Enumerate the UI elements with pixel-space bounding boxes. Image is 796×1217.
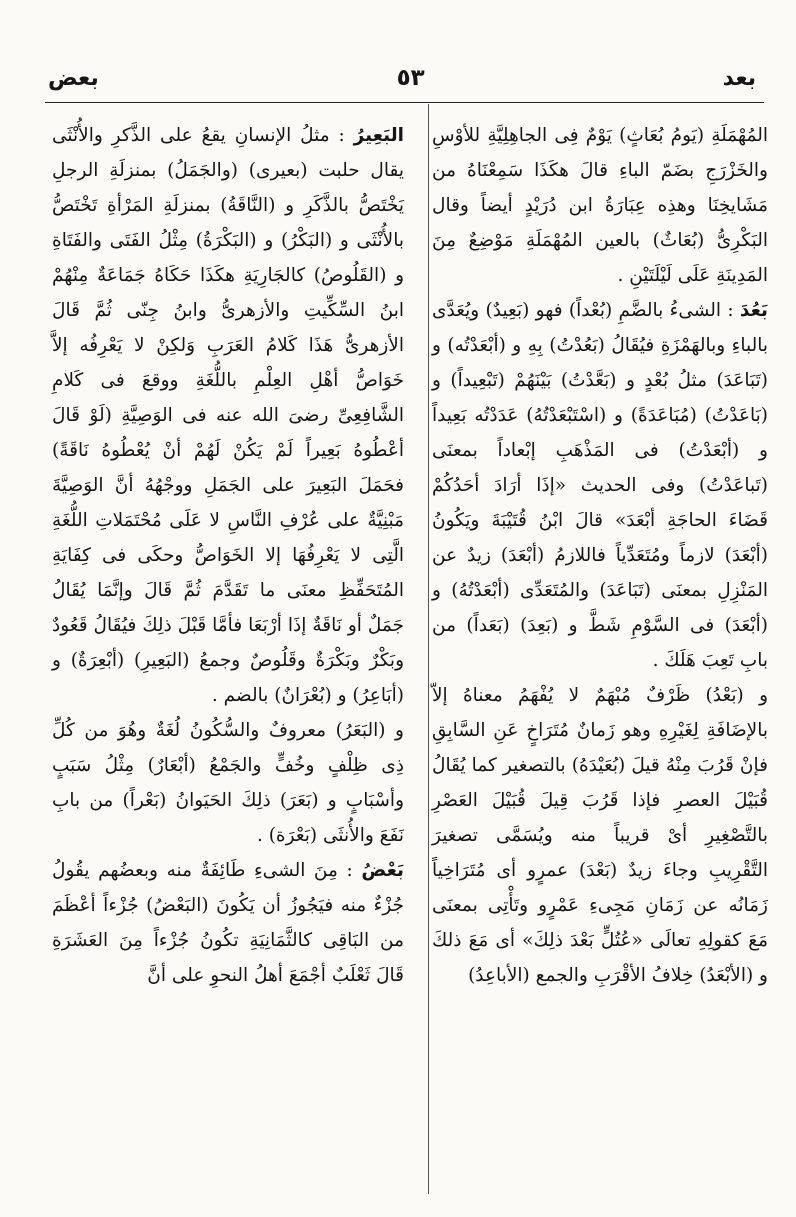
- entry-ba3d-adverb: و (بَعْدُ) ظَرْفٌ مُبْهَمٌ لا يُفْهَمُ معناهُ إلاّ بالإضَافَةِ لِغَيْرِهِ وهو زَمانٌ مُتَرَاخٍ عَنِ السَّابِقِ فإنْ قَرُبَ مِنْهُ قيلَ (بُعَيْدَهُ) بالتصغير كما يُقَالُ قُبَيْلَ العصرِ فإذا قَرُبَ قِيلَ قُبَيْلَ العَصْرِ بالتَّصْغِيرِ أىْ قريباً منه ويُسَمَّى تصغيرَ التَّقْرِيبِ وجاءَ زيدٌ (بَعْدَ) عمرٍو أى مُتَرَاخِياً زَمَانُه عن زَمَانِ مَجِىءِ عَمْرٍو وتَأْتِى بمعنَى مَعَ كقولِهِ تعالَى «عُتُلٍّ بَعْدَ ذلِكَ» أى مَعَ ذلكَ و (الأبْعَدُ) خِلافُ الأقْرَبِ والجمع (الأباعِدُ): [432, 685, 768, 986]
- entry-headword: بَعْضُ: [361, 860, 404, 881]
- entry-text: : الشىءُ بالضَّمِ (بُعْداً) فهو (بَعِيدٌ) ويُعَدَّى بالباءِ وبالهَمْزَةِ فيُقَالُ (بَعُدْتُ) بِهِ و (أبْعَدْتُه) و (تَبَاعَدَ) مثلُ بُعْدٍ و (بَعَّدْتُ) بَيْنَهُمْ (تَبْعِيداً) و (بَاعَدْتُ) (مُبَاعَدَةً) و (اسْتَبْعَدْتُهُ) عَدَدْتُه بَعِيداً و (أبْعَدْتُ) فى المَذْهَبِ إبْعاداً بمعنَى (تَباعَدْتُ) وفى الحديث «إذَا أرَادَ أحَدُكُمْ قَضَاءَ الحاجَةِ أبْعَدَ» قالَ ابْنُ قُتَيْبَةَ ويَكُونُ (أبْعَدَ) لازماً ومُتَعَدِّياً فاللازمُ (أبْعَدَ) زيدٌ عن المَنْزِلِ بمعنَى (تَبَاعَدَ) والمُتَعَدِّى (أبْعَدْتُهُ) و (أبْعَدَ) فى السَّوْمِ شَطَّ و (بَعِدَ) (بَعَداً) من بابِ تَعِبَ هَلَكَ .: [432, 300, 768, 671]
- entry-ba3eer: [52, 118, 404, 713]
- entry-headword: البَعِيرُ: [353, 125, 404, 146]
- header-rule: [45, 102, 764, 103]
- entry-text: : مِنَ الشىءِ طَائِفَةٌ منه وبعضُهم يقُولُ جُزْءٌ منه فيَجُوزُ أن يَكُونَ (البَعْضُ) جُزْءاً أعْظَمَ من البَاقِى كالثَّمَانِيَةِ تكُونُ جُزْءاً مِنَ العَشَرَةِ قَالَ ثَعْلَبٌ أجْمَعَ أهلُ النحوِ على أنَّ: [52, 860, 404, 986]
- guide-word-last: بعض: [48, 65, 99, 91]
- entry-text: : مثلُ الإنسانِ يقعُ على الذَّكرِ والأُنْثَى يقال حلبت (بعيرى) (والجَمَلُ) بمنزلَةِ الرجلِ يَخْتَصُّ بالذَّكَرِ و (النَّاقَةُ) بمنزلَةِ المَرْأةِ تَخْتَصُّ بالأُنْثَى و (البَكْرُ) و (البَكْرَةُ) مِثْلُ الفَتَى والفَتَاةِ و (القَلُوصُ) كالجَارِيَةِ هكَذَا حَكَاهُ جَمَاعَةٌ مِنْهُمْ ابنُ السِّكِّيتِ والأزهرىُّ وابنُ جِنّى ثُمَّ قَالَ الأزهرىُّ هَذَا كَلامُ العَرَبِ وَلكِنْ لا يَعْرِفُه إلاَّ خَوَاصُّ أهْلِ العِلْمِ باللُّغَةِ ووقعَ فى كَلامِ الشَّافِعِىِّ رضىَ الله عنه فى الوَصِيَّةِ (لَوْ قَالَ أعْطُوهُ بَعِيراً لَمْ يَكُنْ لَهُمْ أنْ يُعْطُوهُ نَاقَةً) فحَمَلَ البَعِيرَ على الجَمَلِ ووجْهُهُ أنَّ الوَصِيَّةَ مَبْنِيَّةٌ على عُرْفِ النَّاسِ لا عَلَى مُحْتَمَلاتِ اللُّغَةِ الَّتِى لا يَعْرِفُهَا إلا الخَوَاصُّ وحكَى فى كِفَايَةِ المُتَحَفِّظِ معنَى ما تَقَدَّمَ ثُمَّ قَالَ وإنَّمَا يُقَالُ جَمَلٌ أو نَاقَةٌ إذَا أرْبَعَا فأمَّا قَبْلَ ذلِكَ فيُقَالُ قَعُودٌ وبَكْرٌ وبَكْرَةٌ وقَلُوصٌ وجمعُ (البَعِيرِ) (أبْعِرَةٌ) و (أبَاعِرُ) و (بُعْرَانٌ) بالضم .: [52, 125, 404, 706]
- entry-ba3uda: [432, 293, 768, 678]
- entry-bu3ath-continued: المُهْمَلَةِ (يَومُ بُعَاثٍ) يَوْمٌ فِى الجاهِلِيَّةِ للأوْسِ والخَزْرَجِ بضَمّ الباءِ قالَ هكَذَا سَمِعْنَاهُ من مَشَايخِنَا وهذِه عِبَارَةُ ابن دُرَيْدٍ أيضاً وقال البَكْرِىُّ (بُعَاثٌ) بالعين المُهْمَلَةِ مَوْضِعٌ مِنَ المَدِينَةِ عَلَى لَيْلَتَيْنِ .: [432, 125, 768, 286]
- entry-ba3d: [52, 853, 404, 993]
- left-column: [52, 118, 404, 993]
- right-column: [432, 118, 768, 993]
- page-header: [48, 58, 756, 98]
- guide-word-first: بعد: [722, 65, 756, 91]
- column-divider: [428, 104, 429, 1194]
- entry-headword: بَعُدَ: [739, 300, 768, 321]
- page-number: ٥٣: [396, 65, 425, 91]
- entry-ba3ar: و (البَعَرُ) معروفٌ والسُّكُونُ لُغَةٌ وهُوَ من كُلِّ ذِى ظِلْفٍ وخُفٍّ والجَمْعُ (أبْعَارٌ) مِثْلُ سَبَبٍ وأسْبَابٍ و (بَعَرَ) ذلِكَ الحَيَوانُ (بَعْراً) من بابِ نَفَعَ والأُنثَى (بَعْرَة) .: [52, 720, 404, 846]
